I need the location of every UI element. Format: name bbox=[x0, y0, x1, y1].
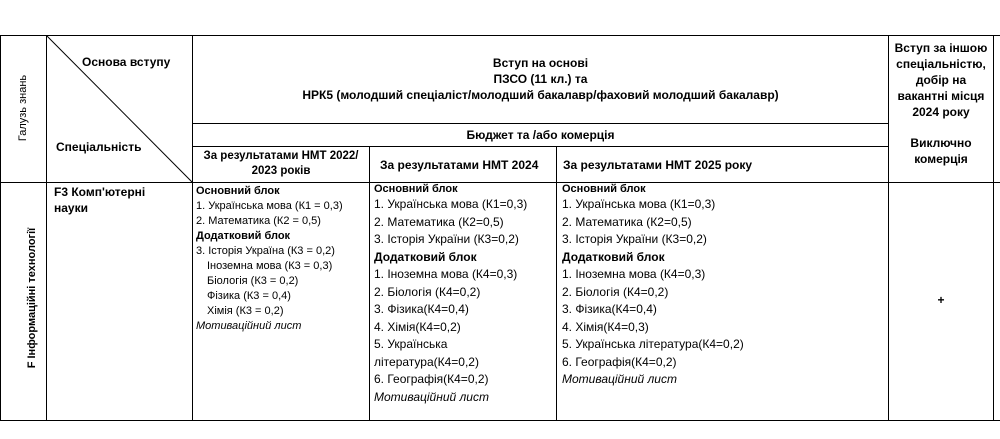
list-item: література(К4=0,2) bbox=[374, 354, 479, 369]
list-item: 6. Географія(К4=0,2) bbox=[374, 372, 489, 386]
col-2025-extra-block: Додатковий блок bbox=[562, 249, 665, 264]
commerce-only-line-1: Виключно bbox=[910, 136, 972, 150]
specialty-value-line-1: F3 Комп'ютерні bbox=[54, 185, 146, 199]
col-2025-letter: Мотиваційний лист bbox=[562, 372, 677, 386]
divider-col-2022 bbox=[369, 146, 370, 421]
other-specialty-value: + bbox=[937, 293, 945, 307]
list-item: 3. Фізика(К4=0,4) bbox=[374, 302, 469, 316]
list-item: Хімія (К3 = 0,2) bbox=[207, 305, 284, 317]
col-2024-content bbox=[374, 182, 527, 406]
col-2022-header-line-1: За результатами НМТ 2022/ bbox=[203, 150, 359, 162]
col-2022-extra-block: Додатковий блок bbox=[196, 230, 291, 242]
col-2024-letter: Мотиваційний лист bbox=[374, 389, 489, 404]
specialty-value-line-2: науки bbox=[54, 201, 88, 215]
other-specialty-line-5: 2024 року bbox=[912, 105, 970, 119]
col-2025-header: За результатами НМТ 2025 року bbox=[563, 158, 753, 172]
other-specialty-line-1: Вступ за іншою bbox=[894, 41, 988, 55]
basis-header-label: Основа вступу bbox=[82, 55, 171, 69]
main-basis-line-2: ПЗСО (11 кл.) та bbox=[493, 72, 588, 86]
main-basis-line-3: НРК5 (молодший спеціаліст/молодший бакалавр/фаховий молодший бакалавр) bbox=[302, 88, 779, 102]
other-specialty-line-4: вакантні місця bbox=[897, 89, 985, 103]
list-item: Біологія (К3 = 0,2) bbox=[207, 275, 299, 287]
list-item: 3. Історія України (К3=0,2) bbox=[562, 232, 707, 246]
other-specialty-line-2: спеціальністю, bbox=[896, 57, 986, 71]
table-border-bottom bbox=[0, 420, 1000, 421]
col-2024-main-block: Основний блок bbox=[374, 183, 458, 195]
other-specialty-line-3: добір на bbox=[915, 73, 967, 87]
list-item: 3. Історія України (К3=0,2) bbox=[374, 232, 519, 246]
list-item: 2. Біологія (К4=0,2) bbox=[562, 284, 669, 299]
field-header-label: Галузь знань bbox=[17, 74, 29, 142]
col-2025-main-block: Основний блок bbox=[562, 183, 646, 195]
field-value: F Інформаційні технології bbox=[26, 227, 38, 369]
list-item: 1. Українська мова (К1 = 0,3) bbox=[196, 200, 343, 212]
list-item: 3. Фізика(К4=0,4) bbox=[562, 302, 657, 316]
list-item: 5. Українська bbox=[374, 337, 448, 351]
other-specialty-header bbox=[889, 40, 993, 120]
col-2022-content bbox=[196, 184, 343, 334]
col-2022-letter: Мотиваційний лист bbox=[196, 320, 302, 332]
list-item: 2. Математика (К2=0,5) bbox=[562, 214, 692, 229]
main-basis-header bbox=[193, 55, 888, 103]
list-item: 5. Українська література(К4=0,2) bbox=[562, 337, 744, 351]
list-item: 1. Українська мова (К1=0,3) bbox=[562, 197, 716, 211]
table-border-left bbox=[0, 35, 1, 421]
main-basis-line-1: Вступ на основі bbox=[492, 56, 589, 70]
col-2022-header bbox=[193, 149, 369, 179]
col-2022-header-line-2: 2023 років bbox=[251, 165, 311, 177]
col-2022-main-block: Основний блок bbox=[196, 185, 280, 197]
list-item: 1. Іноземна мова (К4=0,3) bbox=[562, 267, 706, 281]
list-item: 1. Українська мова (К1=0,3) bbox=[374, 197, 528, 211]
divider-funding-top bbox=[192, 123, 888, 124]
list-item: 4. Хімія(К4=0,3) bbox=[562, 319, 649, 334]
divider-years-top bbox=[192, 146, 888, 147]
list-item: Іноземна мова (К3 = 0,3) bbox=[207, 260, 333, 272]
commerce-only-line-2: комерція bbox=[914, 152, 968, 166]
list-item: 4. Хімія(К4=0,2) bbox=[374, 319, 461, 334]
list-item: Фізика (К3 = 0,4) bbox=[207, 290, 291, 302]
list-item: 6. Географія(К4=0,2) bbox=[562, 354, 677, 369]
table-border-right bbox=[993, 35, 994, 421]
col-2025-content bbox=[562, 182, 744, 389]
specialty-header-label: Спеціальність bbox=[56, 140, 142, 154]
list-item: 1. Іноземна мова (К4=0,3) bbox=[374, 267, 518, 281]
list-item: 3. Історія Україна (К3 = 0,2) bbox=[196, 245, 335, 257]
specialty-value bbox=[54, 184, 145, 216]
funding-header: Бюджет та /або комерція bbox=[466, 128, 615, 142]
col-2024-header: За результатами НМТ 2024 bbox=[380, 158, 539, 172]
list-item: 2. Математика (К2=0,5) bbox=[374, 214, 504, 229]
list-item: 2. Біологія (К4=0,2) bbox=[374, 284, 481, 299]
divider-col-2024 bbox=[556, 146, 557, 421]
list-item: 2. Математика (К2 = 0,5) bbox=[196, 215, 321, 227]
col-2024-extra-block: Додатковий блок bbox=[374, 249, 477, 264]
commerce-only-header bbox=[889, 135, 993, 167]
